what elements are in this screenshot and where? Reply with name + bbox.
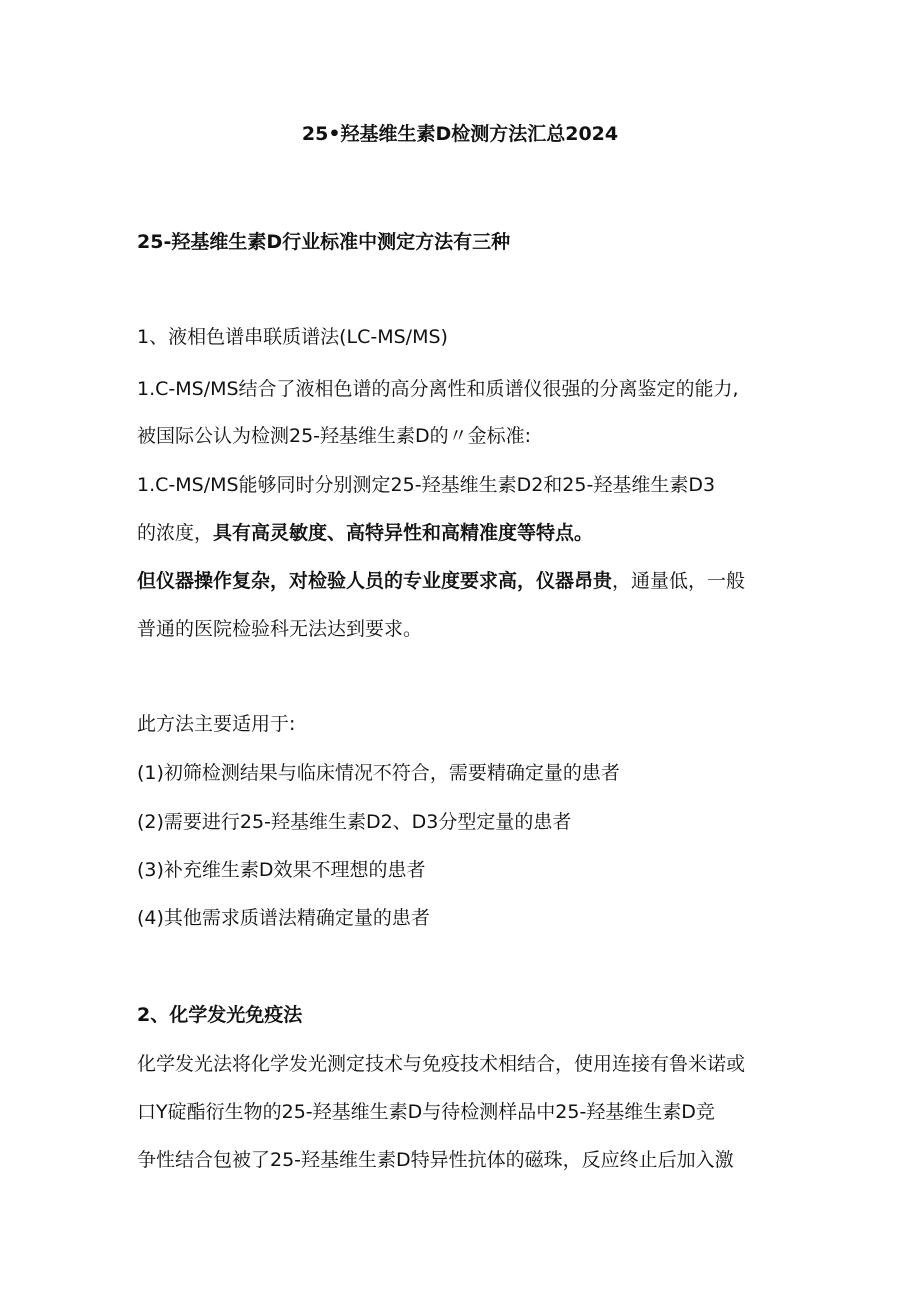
applicable-intro: 此方法主要适用于:	[137, 713, 296, 735]
applicable-item: (4)其他需求质谱法精确定量的患者	[137, 907, 430, 929]
para3-bold-text: 但仪器操作复杂，对检验人员的专业度要求高，仪器昂贵	[137, 570, 613, 592]
para2-normal-text: 的浓度，	[137, 522, 214, 544]
document-title: 25•羟基维生素D检测方法汇总2024	[301, 123, 619, 145]
method2-para-line: 口Y碇酯衍生物的25-羟基维生素D与待检测样品中25-羟基维生素D竞	[137, 1101, 715, 1123]
applicable-item: (3)补充维生素D效果不理想的患者	[137, 859, 426, 881]
applicable-item: (1)初筛检测结果与临床情况不符合，需要精确定量的患者	[137, 762, 620, 784]
method1-para2-line1: 1.C-MS/MS能够同时分别测定25-羟基维生素D2和25-羟基维生素D3	[137, 474, 716, 496]
para2-bold-text: 具有高灵敏度、高特异性和高精准度等特点。	[213, 522, 594, 544]
method2-para-line: 化学发光法将化学发光测定技术与免疫技术相结合，使用连接有鲁米诺或	[137, 1053, 746, 1075]
method1-para3-line2: 普通的医院检验科无法达到要求。	[137, 618, 423, 640]
method1-heading: 1、液相色谱串联质谱法(LC-MS/MS)	[137, 326, 448, 348]
section-heading: 25-羟基维生素D行业标准中测定方法有三种	[137, 231, 511, 253]
method2-heading: 2、化学发光免疫法	[137, 1004, 303, 1026]
method1-para1-line2: 被国际公认为检测25-羟基维生素D的〃金标准:	[137, 425, 532, 447]
method2-para-line: 争性结合包被了25-羟基维生素D特异性抗体的磁珠，反应终止后加入激	[137, 1149, 734, 1171]
method1-para2-line2	[137, 521, 593, 545]
method1-para1-line1: 1.C-MS/MS结合了液相色谱的高分离性和质谱仪很强的分离鉴定的能力,	[137, 378, 739, 400]
applicable-item: (2)需要进行25-羟基维生素D2、D3分型定量的患者	[137, 811, 572, 833]
para3-normal-text: ，通量低，一般	[612, 570, 746, 592]
method1-para3-line1	[137, 569, 745, 593]
